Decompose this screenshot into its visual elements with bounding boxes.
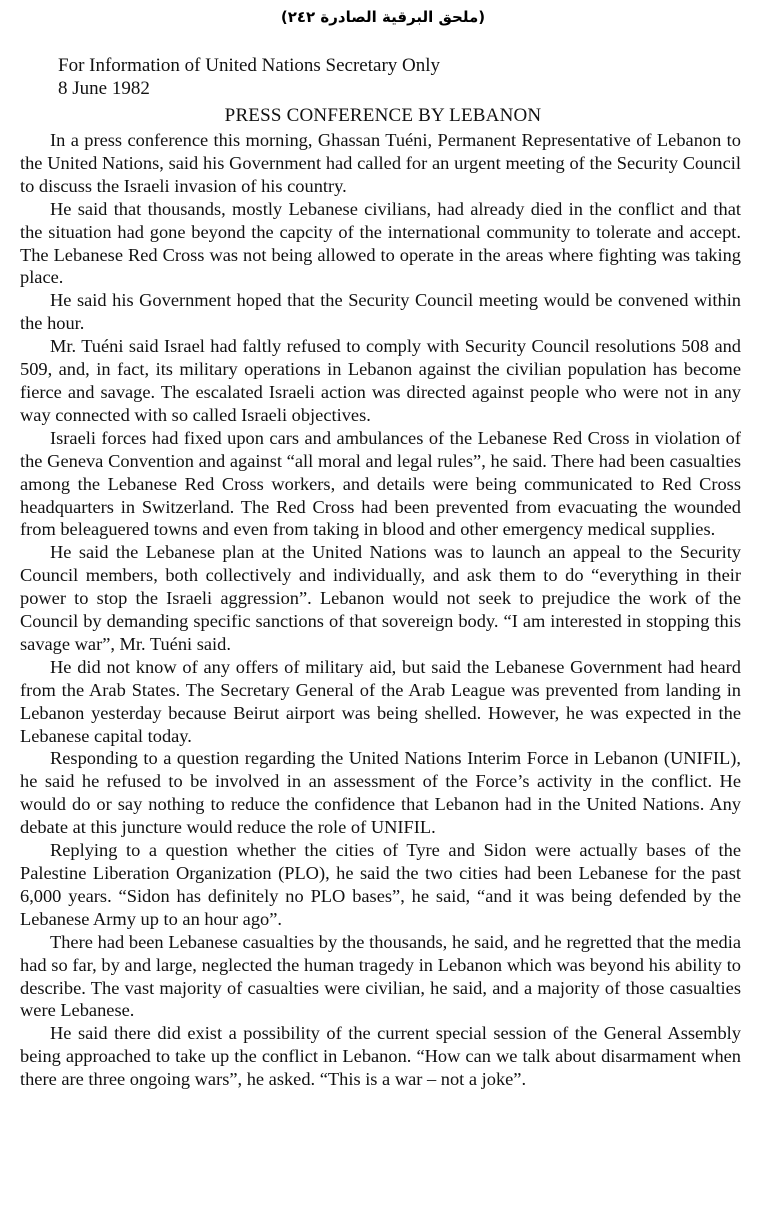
- page-title: PRESS CONFERENCE BY LEBANON: [224, 105, 542, 126]
- paragraph: Responding to a question regarding the United Nations Interim Force in Lebanon (UNIFIL), he said he refused to be involved in an assessment of the Force’s activity in the conflict. He would do or say nothing to reduce the confidence that Lebanon had in the United Nations. Any debate at this juncture would reduce the role of UNIFIL.: [20, 748, 741, 838]
- document-meta: [58, 54, 440, 100]
- paragraph: Mr. Tuéni said Israel had faltly refused to comply with Security Council resolutions 508 and 509, and, in fact, its military operations in Lebanon against the civilian population has become fierce and savage. The escalated Israeli action was directed against people who were not in any way connected with so called Israeli objectives.: [20, 336, 741, 425]
- paragraph: He said there did exist a possibility of the current special session of the General Assembly being approached to take up the conflict in Lebanon. “How can we talk about disarmament when there are three ongoing wars”, he asked. “This is a war – not a joke”.: [20, 1023, 741, 1090]
- paragraph: Replying to a question whether the cities of Tyre and Sidon were actually bases of the Palestine Liberation Organization (PLO), he said the two cities had been Lebanese for the past 6,000 years. “Sidon has definitely no PLO bases”, he said, “and it was being defended by the Lebanese Army up to an hour ago”.: [20, 840, 741, 929]
- document-date: 8 June 1982: [58, 78, 150, 99]
- paragraph: He said that thousands, mostly Lebanese civilians, had already died in the conflict and that the situation had gone beyond the capcity of the international community to tolerate and accept. The Lebanese Red Cross was not being allowed to operate in the areas where fighting was taking place.: [20, 198, 741, 288]
- paragraph: In a press conference this morning, Ghassan Tuéni, Permanent Representative of Lebanon to the United Nations, said his Government had called for an urgent meeting of the Security Council to discuss the Israeli invasion of his country.: [20, 130, 741, 196]
- paragraph: Israeli forces had fixed upon cars and ambulances of the Lebanese Red Cross in violation of the Geneva Convention and against “all moral and legal rules”, he said. There had been casualties among the Lebanese Red Cross workers, and details were being communicated to Red Cross headquarters in Switzerland. The Red Cross had been prevented from evacuating the wounded from beleaguered towns and even from taking in blood and other emergency medical supplies.: [20, 427, 741, 540]
- article-body: [20, 129, 741, 1091]
- distribution-note: For Information of United Nations Secretary Only: [58, 55, 441, 76]
- paragraph: He did not know of any offers of military aid, but said the Lebanese Government had heard from the Arab States. The Secretary General of the Arab League was prevented from landing in Lebanon yesterday because Beirut airport was being shelled. However, he was expected in the Lebanese capital today.: [20, 656, 741, 746]
- arabic-annex-header: (ملحق البرقية الصادرة ٢٤٢): [280, 8, 486, 26]
- paragraph: There had been Lebanese casualties by the thousands, he said, and he regretted that the media had so far, by and large, neglected the human tragedy in Lebanon which was beyond his ability to describe. The vast majority of casualties were civilian, he said, and a majority of those casualties were Lebanese.: [20, 931, 741, 1021]
- paragraph: He said the Lebanese plan at the United Nations was to launch an appeal to the Security Council members, both collectively and individually, and ask them to do “everything in their power to stop the Israeli aggression”. Lebanon would not seek to prejudice the work of the Council by demanding specific sanctions of that sovereign body. “I am interested in stopping this savage war”, Mr. Tuéni said.: [20, 542, 741, 654]
- paragraph: He said his Government hoped that the Security Council meeting would be convened within the hour.: [20, 290, 741, 334]
